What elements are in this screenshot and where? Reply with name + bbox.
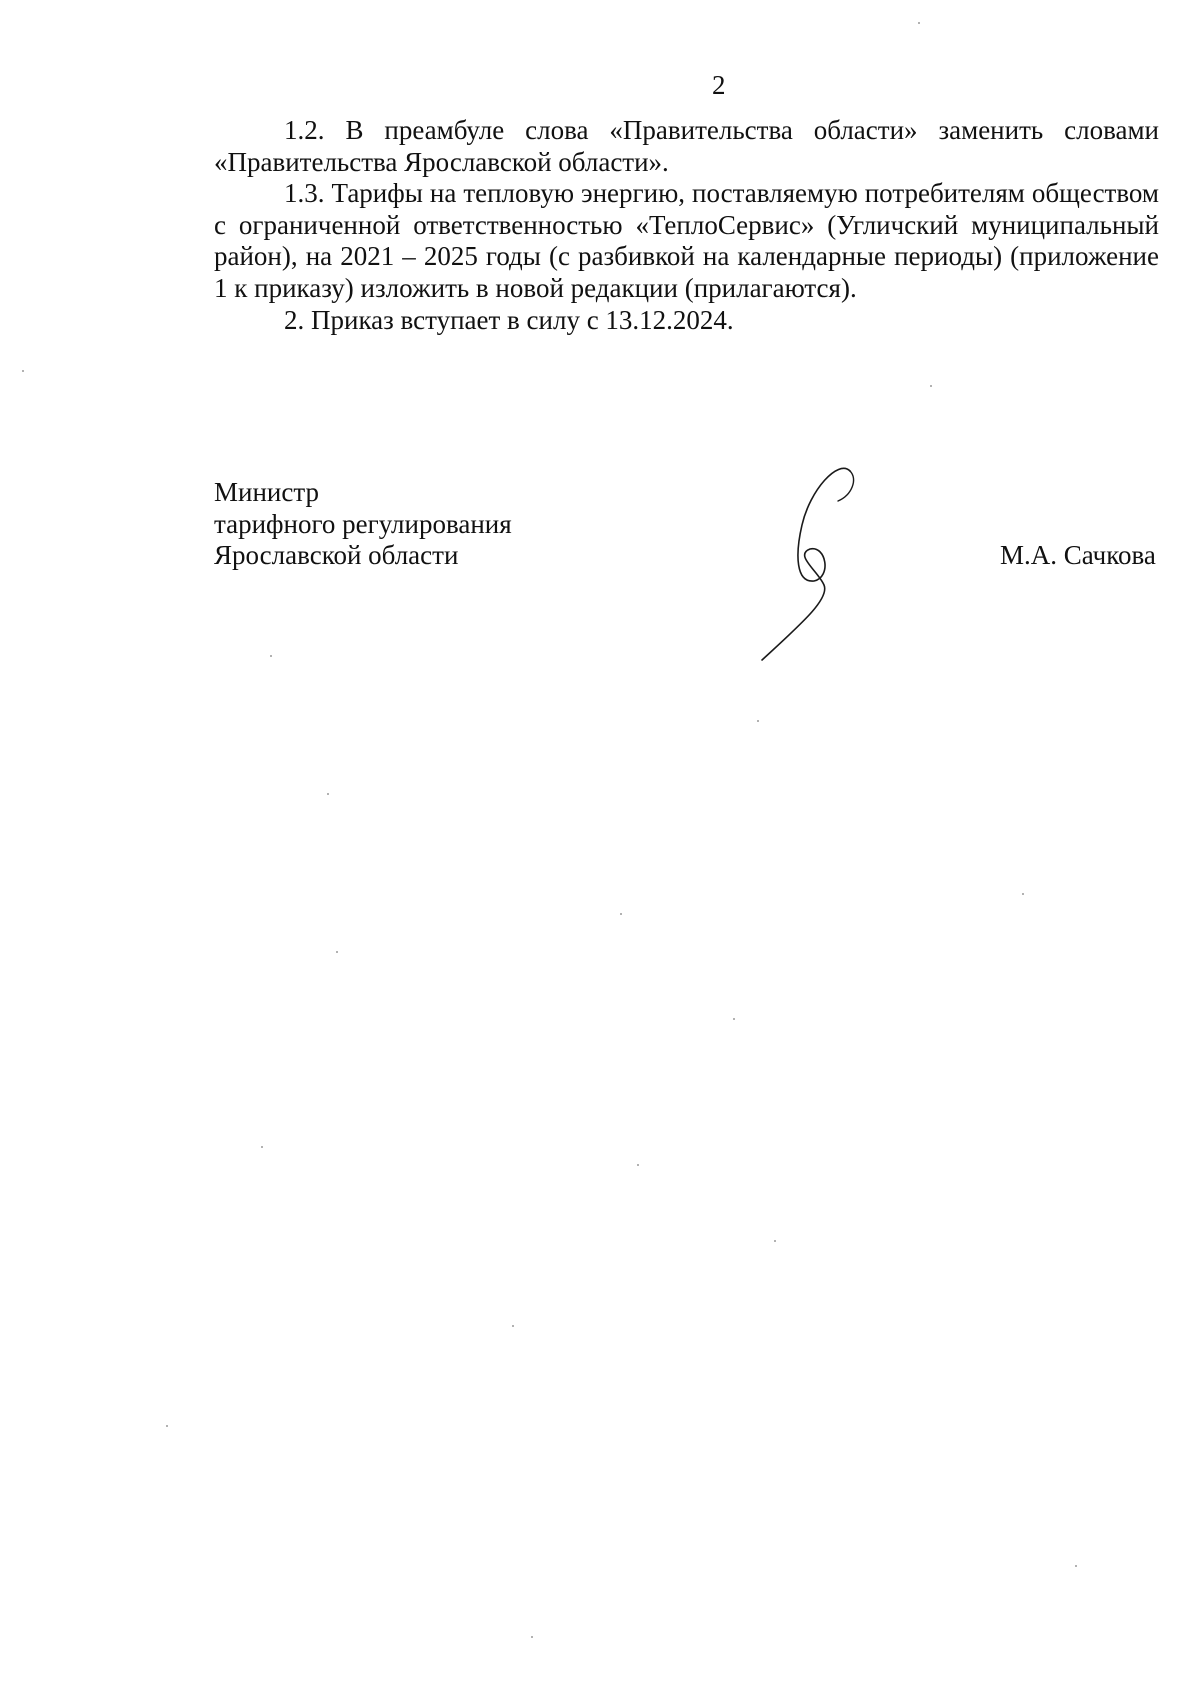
scan-speck — [918, 22, 920, 24]
scan-speck — [261, 1146, 263, 1148]
scan-speck — [1075, 1565, 1077, 1567]
signatory-position — [214, 477, 512, 572]
position-line: тарифного регулирования — [214, 508, 512, 539]
paragraph-2: 2. Приказ вступает в силу с 13.12.2024. — [284, 304, 734, 335]
scan-speck — [757, 720, 759, 722]
scan-speck — [270, 655, 272, 657]
paragraph-1-3: 1.3. Тарифы на тепловую энергию, поставляемую потребителям обществом с ограниченной ответственностью «ТеплоСервис» (Угличский муниципальный район), на 2021 – 2025 годы (с разбивкой на календарные периоды) (приложение 1 к приказу) изложить в новой редакции (прилагаются). — [214, 178, 1159, 303]
document-body — [214, 115, 1159, 336]
signatory-name: М.А. Сачкова — [1000, 540, 1156, 570]
paragraph-1-2: 1.2. В преамбуле слова «Правительства области» заменить словами «Правительства Ярославской области». — [214, 115, 1159, 177]
scan-speck — [166, 1425, 168, 1427]
scan-speck — [637, 1164, 639, 1166]
scan-speck — [1022, 893, 1024, 895]
scan-speck — [620, 913, 622, 915]
scan-speck — [774, 1240, 776, 1242]
scan-speck — [733, 1018, 735, 1020]
scan-speck — [531, 1636, 533, 1638]
position-line: Ярославской области — [214, 540, 459, 571]
scan-speck — [930, 385, 932, 387]
scan-speck — [327, 793, 329, 795]
scan-speck — [336, 951, 338, 953]
handwritten-signature — [740, 465, 870, 665]
position-line: Министр — [214, 477, 319, 507]
scan-speck — [512, 1325, 514, 1327]
page-number: 2 — [712, 70, 726, 100]
scan-speck — [22, 370, 24, 372]
